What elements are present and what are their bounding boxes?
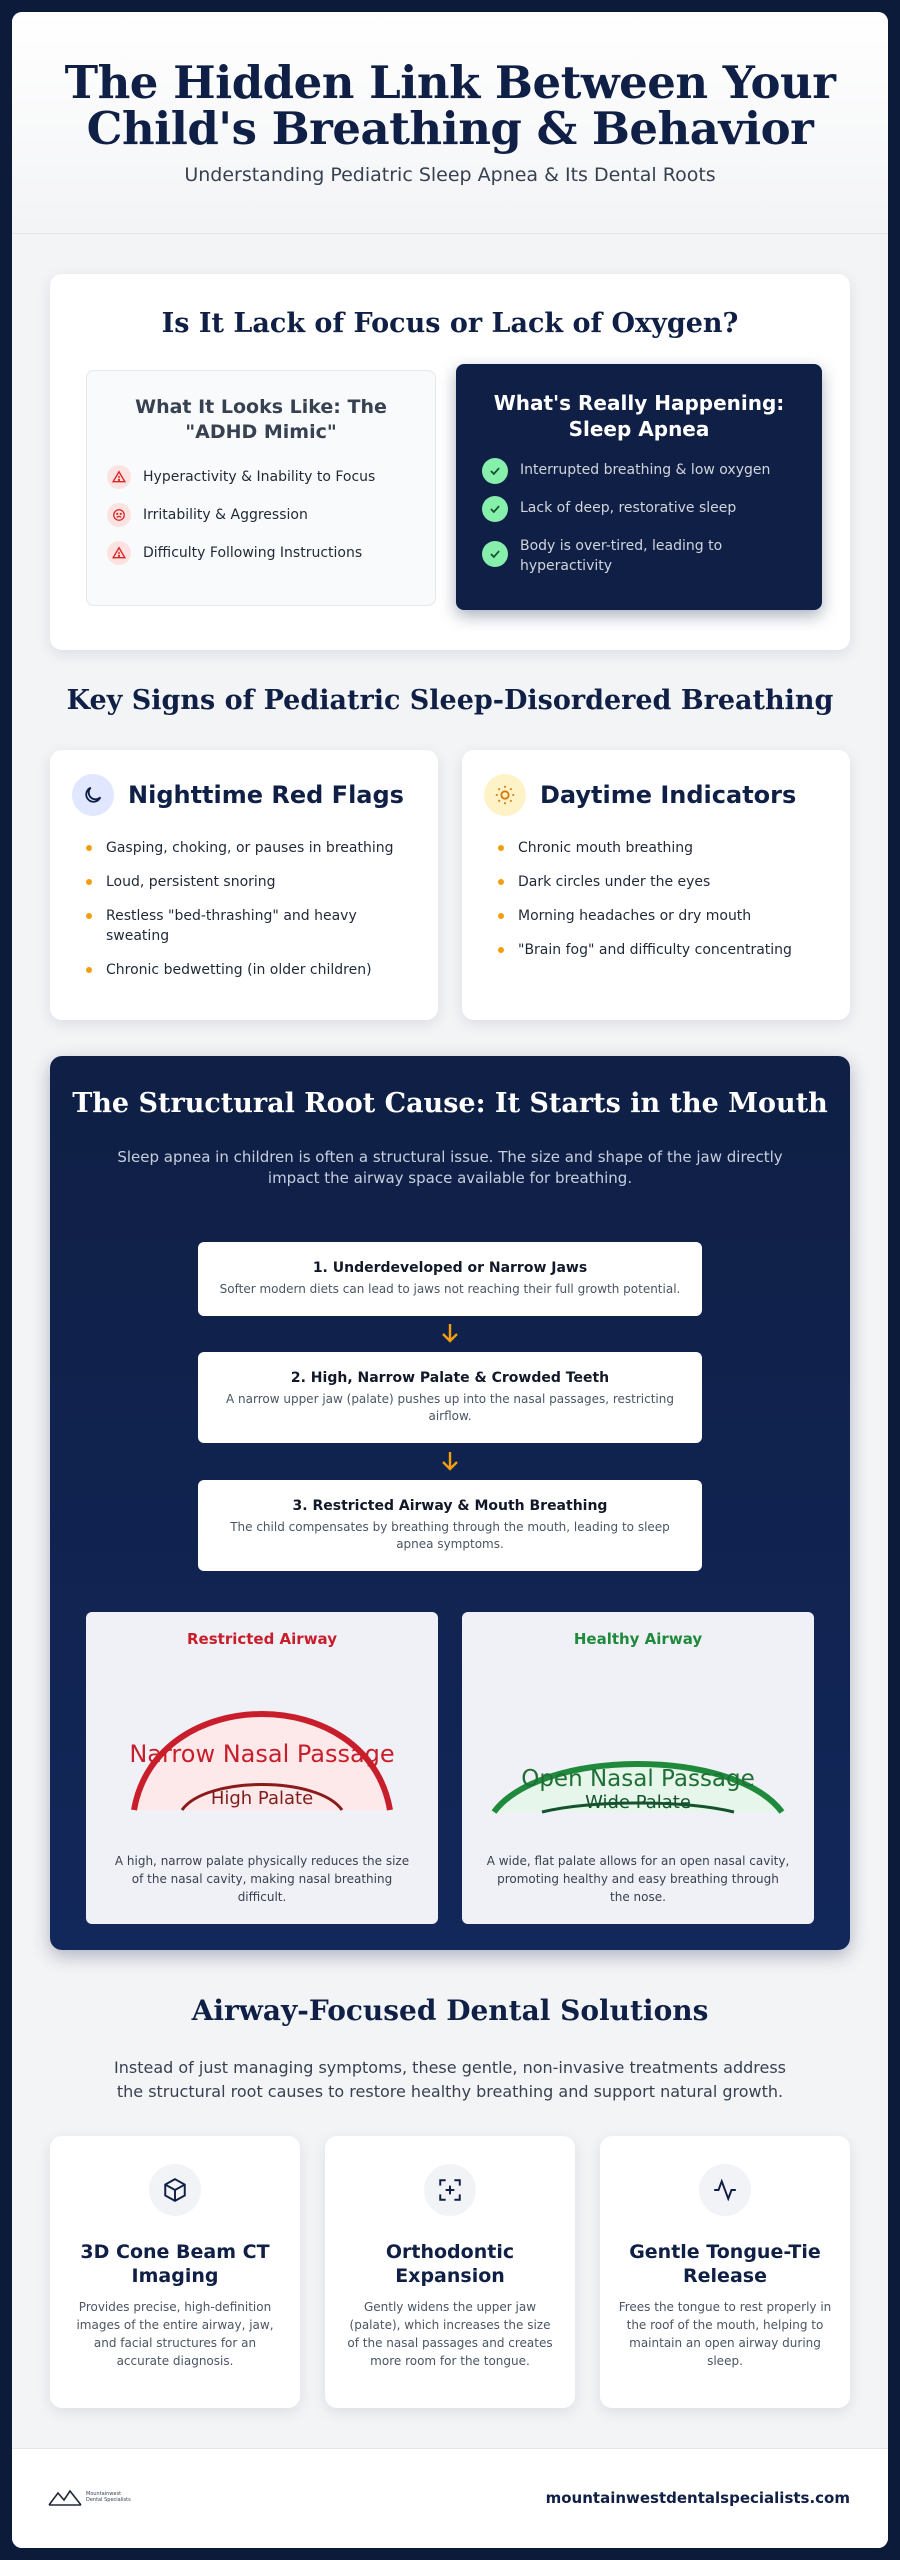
- step-title: 2. High, Narrow Palate & Crowded Teeth: [290, 1370, 610, 1386]
- daytime-text: Chronic mouth breathing: [518, 840, 693, 856]
- really-happening-title: What's Really Happening: Sleep Apnea: [493, 391, 785, 441]
- logo-line-2: Dental Specialists: [86, 2497, 131, 2503]
- solution-card-tongue-tie: [600, 2136, 850, 2408]
- nighttime-item: [72, 960, 416, 980]
- really-text: Body is over-tired, leading to hyperactivity: [520, 538, 723, 574]
- restricted-airway-diagram: [86, 1672, 438, 1832]
- looks-like-text: Difficulty Following Instructions: [143, 545, 363, 561]
- daytime-title: Daytime Indicators: [540, 781, 797, 809]
- focus-title: Is It Lack of Focus or Lack of Oxygen?: [161, 308, 739, 339]
- root-cause-section: [50, 1056, 850, 1950]
- nighttime-title: Nighttime Red Flags: [128, 781, 404, 809]
- restricted-airway-title: Restricted Airway: [187, 1630, 337, 1648]
- solution-title: 3D Cone Beam CT Imaging: [80, 2241, 270, 2287]
- brand-logo: [48, 2487, 131, 2507]
- step-card: [198, 1480, 702, 1571]
- wide-palate-label: Wide Palate: [585, 1792, 691, 1813]
- really-item: [482, 498, 796, 522]
- step-desc: The child compensates by breathing through the mouth, leading to sleep apnea symptoms.: [230, 1520, 670, 1551]
- daytime-text: "Brain fog" and difficulty concentrating: [518, 942, 792, 958]
- nighttime-card: [50, 750, 438, 1020]
- page-title: [12, 12, 888, 155]
- bullet-dot: [498, 845, 504, 851]
- looks-like-item: [107, 503, 415, 527]
- narrow-passage-label: Narrow Nasal Passage: [129, 1740, 395, 1768]
- sun-icon: [484, 774, 526, 816]
- looks-like-text: Irritability & Aggression: [143, 507, 308, 523]
- infographic-page: [12, 12, 888, 2548]
- solution-title: Orthodontic Expansion: [385, 2241, 515, 2287]
- solution-card-cbct: [50, 2136, 300, 2408]
- bullet-dot: [86, 913, 92, 919]
- bullet-dot: [86, 879, 92, 885]
- check-icon: [482, 496, 508, 522]
- healthy-airway-title: Healthy Airway: [573, 1630, 703, 1648]
- moon-icon: [72, 774, 114, 816]
- solution-desc: Gently widens the upper jaw (palate), which increases the size of the nasal passages and creates more room for the tongue.: [347, 2300, 553, 2368]
- arrow-down-icon: [440, 1450, 460, 1472]
- logo-line-1: Mountainwest: [86, 2491, 122, 2497]
- looks-like-panel: [86, 370, 436, 606]
- focus-section: [50, 274, 850, 650]
- restricted-airway-caption: A high, narrow palate physically reduces the size of the nasal cavity, making nasal breathing difficult.: [114, 1854, 410, 1904]
- hero-header: [12, 12, 888, 234]
- looks-like-title: What It Looks Like: The "ADHD Mimic": [135, 396, 387, 443]
- bullet-dot: [498, 947, 504, 953]
- looks-like-item: [107, 465, 415, 489]
- bullet-dot: [86, 967, 92, 973]
- daytime-item: [484, 906, 828, 926]
- frown-icon: [107, 503, 131, 527]
- open-passage-label: Open Nasal Passage: [521, 1766, 755, 1792]
- really-happening-panel: [456, 364, 822, 610]
- healthy-airway-diagram: [462, 1672, 814, 1832]
- mountain-logo-icon: [48, 2487, 82, 2507]
- daytime-item: [484, 940, 828, 960]
- nighttime-item: [72, 906, 416, 946]
- solution-desc: Provides precise, high-definition images of the entire airway, jaw, and facial structures for an accurate diagnosis.: [76, 2300, 274, 2368]
- nighttime-text: Restless "bed-thrashing" and heavy sweating: [106, 908, 357, 944]
- bullet-dot: [498, 913, 504, 919]
- check-icon: [482, 458, 508, 484]
- healthy-airway-caption: A wide, flat palate allows for an open nasal cavity, promoting healthy and easy breathing through the nose.: [486, 1854, 790, 1904]
- cube-icon: [149, 2164, 201, 2216]
- looks-like-text: Hyperactivity & Inability to Focus: [143, 469, 376, 485]
- daytime-text: Morning headaches or dry mouth: [518, 908, 752, 924]
- nighttime-text: Gasping, choking, or pauses in breathing: [106, 840, 394, 856]
- website-link[interactable]: mountainwestdentalspecialists.com: [545, 2489, 850, 2507]
- step-card: [198, 1242, 702, 1316]
- step-desc: A narrow upper jaw (palate) pushes up into the nasal passages, restricting airflow.: [226, 1392, 674, 1423]
- nighttime-text: Loud, persistent snoring: [106, 874, 276, 890]
- solutions-intro: Instead of just managing symptoms, these gentle, non-invasive treatments address the structural root causes to restore healthy breathing and support natural growth.: [114, 2058, 786, 2101]
- arrow-down-icon: [440, 1322, 460, 1344]
- pulse-icon: [699, 2164, 751, 2216]
- nighttime-text: Chronic bedwetting (in older children): [106, 962, 372, 978]
- really-item: [482, 536, 796, 576]
- step-title: 3. Restricted Airway & Mouth Breathing: [292, 1498, 608, 1514]
- daytime-item: [484, 872, 828, 892]
- solution-card-expansion: [325, 2136, 575, 2408]
- healthy-airway-panel: [462, 1612, 814, 1924]
- warning-icon: [107, 465, 131, 489]
- looks-like-item: [107, 541, 415, 565]
- page-subtitle: Understanding Pediatric Sleep Apnea & Its Dental Roots: [184, 164, 716, 186]
- high-palate-label: High Palate: [210, 1788, 314, 1809]
- step-card: [198, 1352, 702, 1443]
- bullet-dot: [498, 879, 504, 885]
- step-title: 1. Underdeveloped or Narrow Jaws: [312, 1260, 588, 1276]
- nighttime-item: [72, 838, 416, 858]
- check-icon: [482, 541, 508, 567]
- daytime-card: [462, 750, 850, 1020]
- daytime-text: Dark circles under the eyes: [518, 874, 711, 890]
- solution-desc: Frees the tongue to rest properly in the roof of the mouth, helping to maintain an open airway during sleep.: [618, 2300, 832, 2368]
- warning-icon: [107, 541, 131, 565]
- title-line-2: Child's Breathing & Behavior: [86, 102, 814, 155]
- daytime-item: [484, 838, 828, 858]
- signs-title: Key Signs of Pediatric Sleep-Disordered Breathing: [66, 685, 834, 716]
- bullet-dot: [86, 845, 92, 851]
- really-text: Interrupted breathing & low oxygen: [520, 462, 771, 478]
- expand-icon: [424, 2164, 476, 2216]
- restricted-airway-panel: [86, 1612, 438, 1924]
- solutions-title: Airway-Focused Dental Solutions: [191, 1994, 709, 2027]
- really-text: Lack of deep, restorative sleep: [520, 500, 737, 516]
- solution-title: Gentle Tongue-Tie Release: [629, 2241, 821, 2287]
- title-line-1: The Hidden Link Between Your: [64, 56, 836, 109]
- root-cause-title: The Structural Root Cause: It Starts in the Mouth: [72, 1088, 828, 1119]
- root-cause-intro: Sleep apnea in children is often a structural issue. The size and shape of the jaw directly impact the airway space available for breathing.: [117, 1148, 783, 1187]
- step-desc: Softer modern diets can lead to jaws not reaching their full growth potential.: [219, 1282, 681, 1296]
- footer: [12, 2448, 888, 2548]
- really-item: [482, 460, 796, 484]
- nighttime-item: [72, 872, 416, 892]
